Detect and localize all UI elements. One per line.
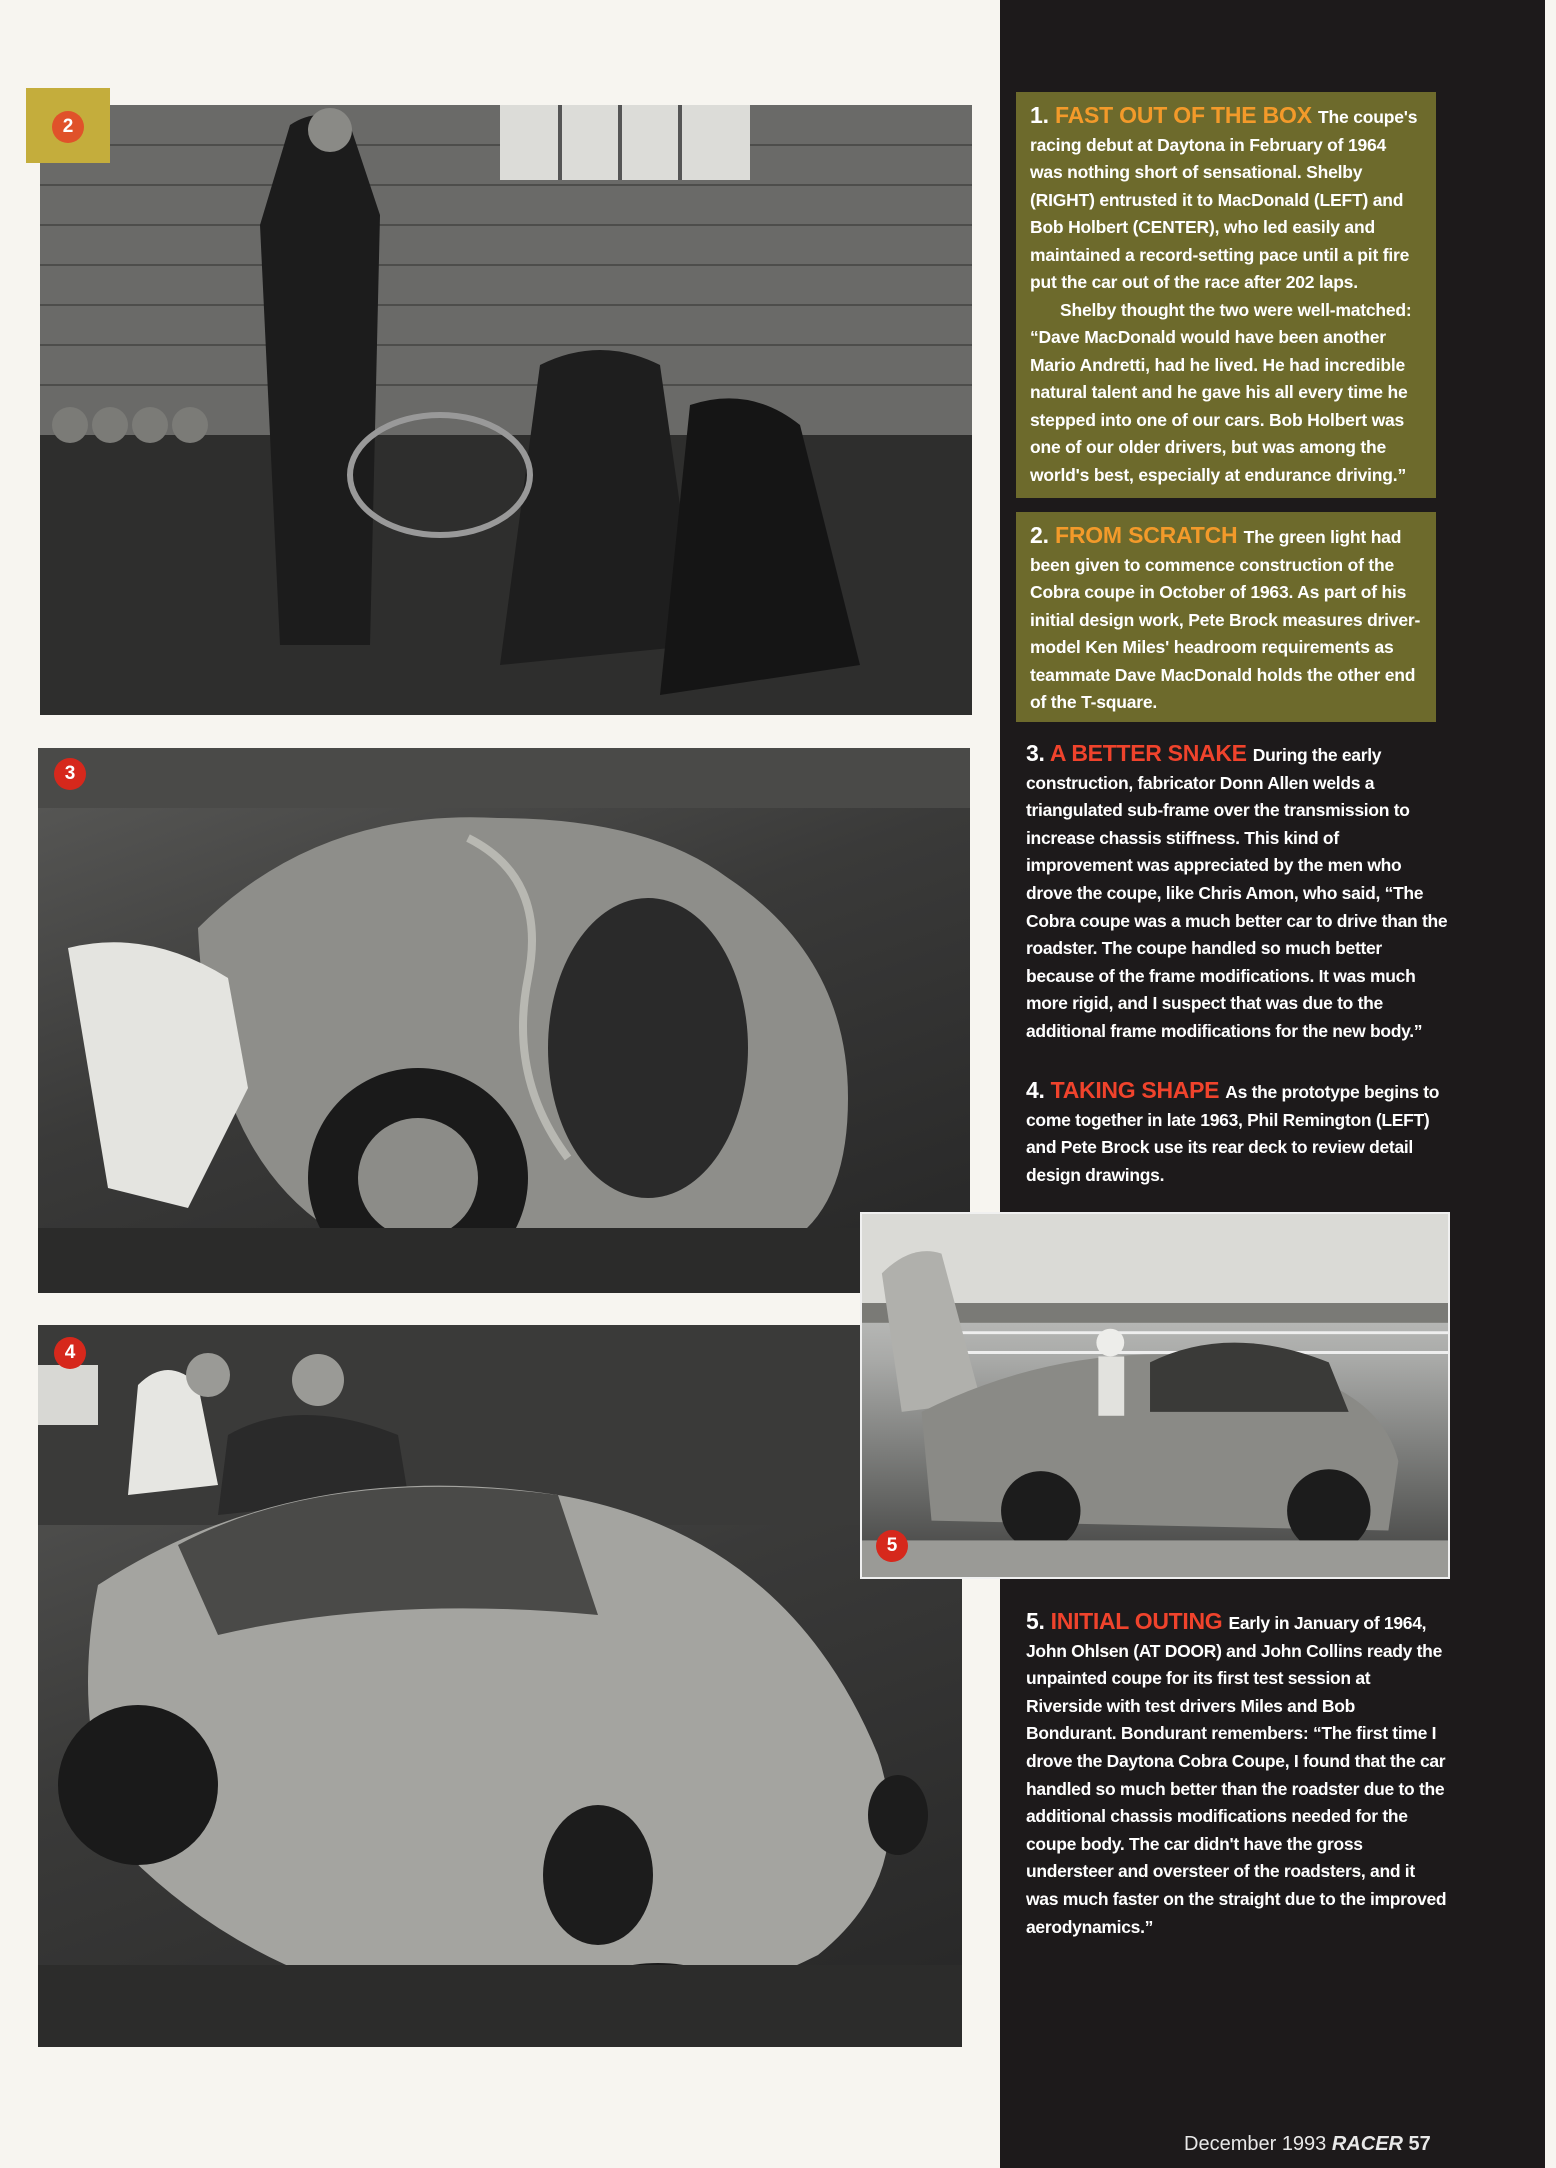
caption-3-body: During the early construction, fabricator Donn Allen welds a triangulated sub-frame over the transmission to increase chassis stiffness. This kind of improvement was appreciated by the men who drove the coupe, like Chris Amon, who said, “The Cobra coupe was a much better car to drive than the roadster. The coupe handled so much better because of the frame modifications. It was much more rigid, and I suspect that was due to the additional frame modifications for the new body.” bbox=[1026, 745, 1448, 1041]
footer-magazine: RACER bbox=[1331, 2133, 1409, 2155]
badge-3: 3 bbox=[54, 758, 86, 790]
caption-4-number: 4. bbox=[1026, 1077, 1051, 1103]
page-footer bbox=[1184, 2133, 1431, 2156]
caption-1-number: 1. bbox=[1030, 102, 1055, 128]
caption-5-number: 5. bbox=[1026, 1608, 1051, 1634]
badge-2: 2 bbox=[52, 111, 84, 143]
caption-3-heading: A BETTER SNAKE bbox=[1049, 740, 1253, 766]
caption-5 bbox=[1026, 1608, 1448, 1941]
caption-1-body-2: Shelby thought the two were well-matched: “Dave MacDonald would have been another Mario Andretti, had he lived. He had incredible natural talent and he gave his all every time he stepped into one of our cars. Bob Holbert was one of our older drivers, but was among the world's best, especially at endurance driving.” bbox=[1030, 299, 1412, 485]
badge-5: 5 bbox=[876, 1530, 908, 1562]
caption-4-heading: TAKING SHAPE bbox=[1050, 1077, 1226, 1103]
photo-4-taking-shape bbox=[38, 1325, 962, 2047]
photo-5-initial-outing bbox=[860, 1212, 1450, 1579]
caption-5-body: Early in January of 1964, John Ohlsen (AT DOOR) and John Collins ready the unpainted coupe for its first test session at Riverside with test drivers Miles and Bob Bondurant. Bondurant remembers: “The first time I drove the Daytona Cobra Coupe, I found that the car handled so much better than the roadster due to the additional chassis modifications needed for the coupe body. The car didn't have the gross understeer and oversteer of the roadsters, and it was much faster on the straight due to the improved aerodynamics.” bbox=[1026, 1613, 1447, 1937]
caption-4 bbox=[1026, 1077, 1448, 1189]
photo-2-garage bbox=[40, 105, 972, 715]
caption-1-body: The coupe's racing debut at Daytona in February of 1964 was nothing short of sensational. Shelby (RIGHT) entrusted it to MacDonald (LEFT) and Bob Holbert (CENTER), who led easily and maintained a record-setting pace until a pit fire put the car out of the race after 202 laps. bbox=[1030, 107, 1418, 292]
caption-3 bbox=[1026, 740, 1448, 1046]
caption-5-heading: INITIAL OUTING bbox=[1050, 1608, 1229, 1634]
caption-2-heading: FROM SCRATCH bbox=[1054, 522, 1244, 548]
caption-3-number: 3. bbox=[1026, 740, 1050, 766]
caption-4-body: As the prototype begins to come together in late 1963, Phil Remington (LEFT) and Pete Brock use its rear deck to review detail design drawings. bbox=[1026, 1082, 1440, 1185]
caption-1-heading: FAST OUT OF THE BOX bbox=[1054, 102, 1319, 128]
caption-2-number: 2. bbox=[1030, 522, 1055, 548]
badge-4: 4 bbox=[54, 1337, 86, 1369]
footer-page-number: 57 bbox=[1408, 2133, 1431, 2155]
caption-2-body: The green light had been given to commence construction of the Cobra coupe in October of 1963. As part of his initial design work, Pete Brock measures driver-model Ken Miles' headroom requirements as teammate Dave MacDonald holds the other end of the T-square. bbox=[1030, 527, 1421, 712]
caption-1-box bbox=[1016, 92, 1436, 498]
footer-date: December 1993 bbox=[1184, 2133, 1332, 2155]
photo-3-frame-welding bbox=[38, 748, 970, 1293]
caption-2-box bbox=[1016, 512, 1436, 722]
